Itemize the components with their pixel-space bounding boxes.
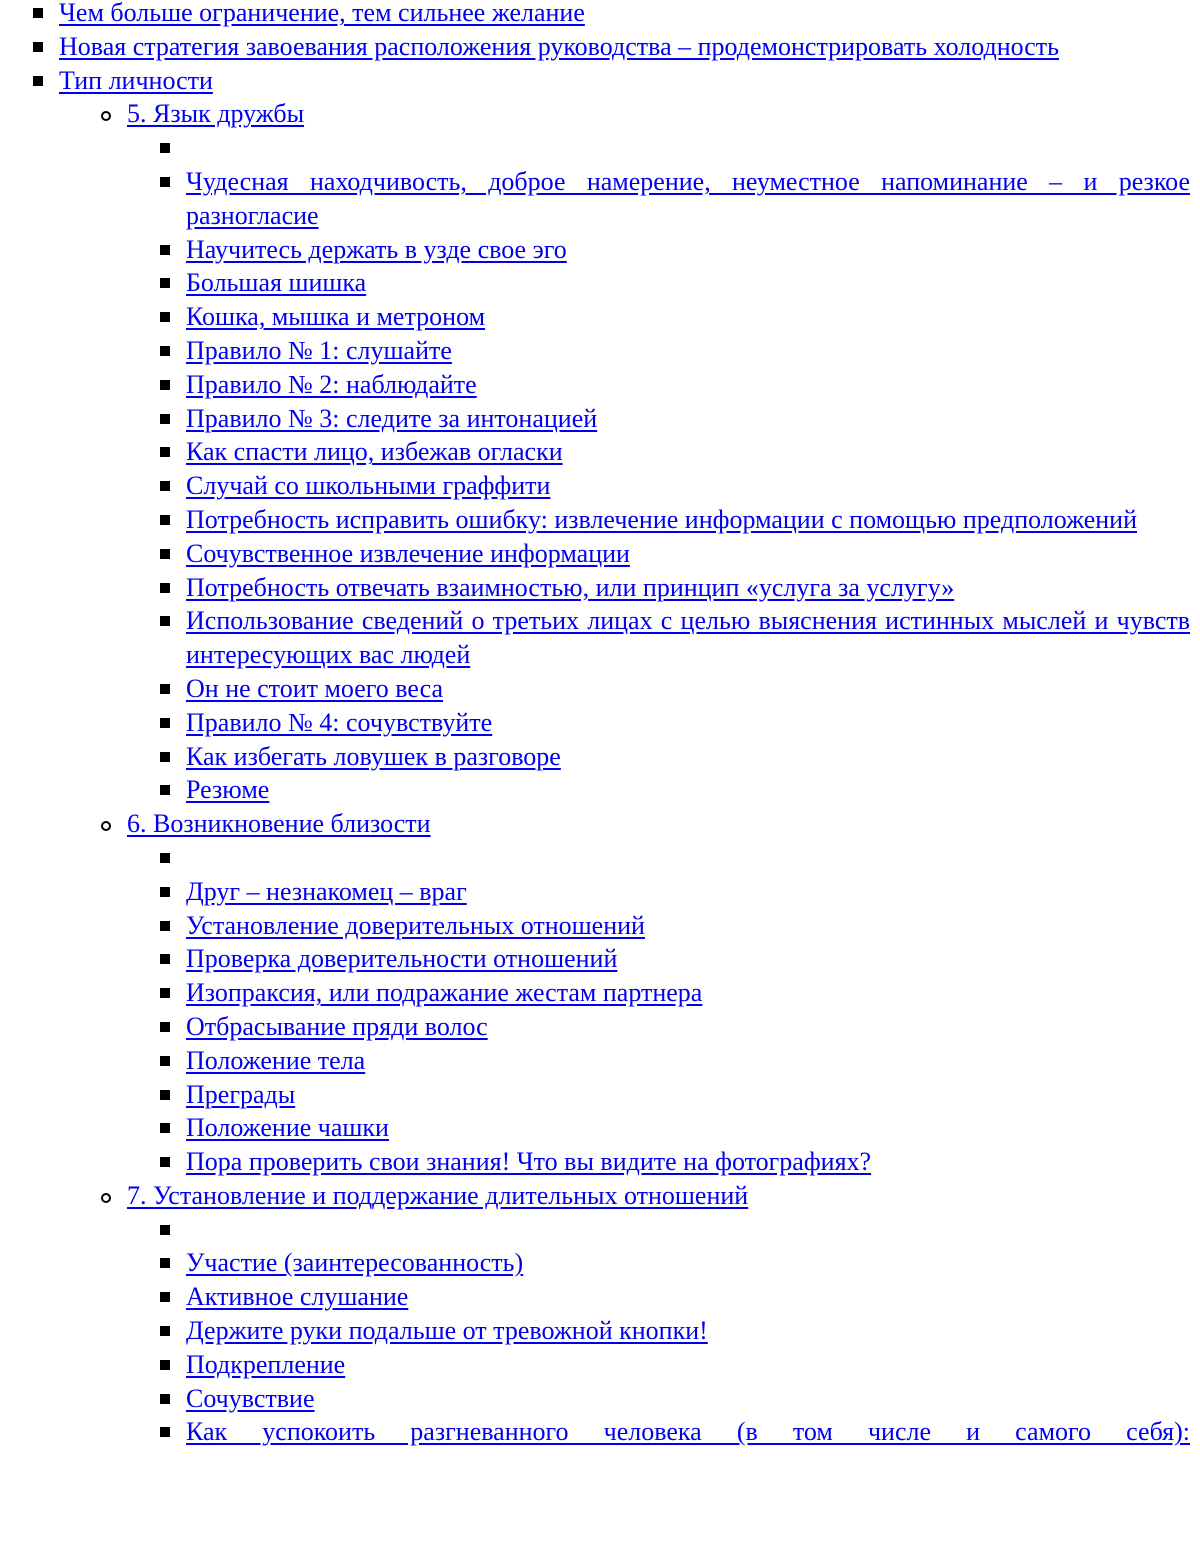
toc-subsection-link[interactable]: Новая стратегия завоевания расположения руководства – продемонстрировать холодность — [59, 31, 1060, 61]
lead-subsection-list — [0, 0, 1200, 97]
square-bullet-icon — [160, 616, 170, 626]
toc-subsection-item[interactable] — [127, 976, 1200, 1010]
square-bullet-icon — [160, 245, 170, 255]
toc-subsection-link[interactable]: Проверка доверительности отношений — [186, 944, 618, 974]
toc-subsection-item[interactable] — [127, 1314, 1200, 1348]
square-bullet-icon — [160, 1225, 170, 1235]
toc-subsection-item[interactable] — [127, 1010, 1200, 1044]
toc-subsection-link[interactable]: Он не стоит моего веса — [186, 673, 444, 703]
toc-subsection-item[interactable] — [127, 1280, 1200, 1314]
toc-subsection-item[interactable] — [127, 1415, 1200, 1449]
toc-subsection-link[interactable]: Потребность исправить ошибку: извлечение информации с помощью предположений — [186, 504, 1137, 534]
toc-subsection-item[interactable] — [127, 537, 1200, 571]
circle-bullet-icon — [101, 1193, 111, 1203]
square-bullet-icon — [160, 1157, 170, 1167]
toc-subsection-link[interactable]: Активное слушание — [186, 1282, 409, 1312]
toc-subsection-link[interactable]: Как успокоить разгневанного человека (в том числе и самого себя): — [186, 1417, 1190, 1447]
toc-subsection-item[interactable] — [127, 300, 1200, 334]
toc-subsection-link[interactable]: Изопраксия, или подражание жестам партнера — [186, 978, 703, 1008]
toc-chapter-link[interactable]: 6. Возникновение близости — [127, 809, 431, 839]
toc-continued-chapter — [0, 0, 1200, 97]
toc-subsection-link[interactable]: Правило № 4: сочувствуйте — [186, 707, 493, 737]
square-bullet-icon — [160, 1326, 170, 1336]
toc-subsection-link[interactable]: Преграды — [186, 1079, 296, 1109]
toc-subsection-link[interactable]: Положение чашки — [186, 1113, 389, 1143]
toc-subsection-link[interactable]: Правило № 3: следите за интонацией — [186, 403, 598, 433]
toc-subsection-item[interactable] — [127, 1246, 1200, 1280]
toc-subsection-link[interactable]: Участие (заинтересованность) — [186, 1248, 524, 1278]
toc-subsection-link[interactable]: Сочувственное извлечение информации — [186, 538, 630, 568]
toc-chapter-item[interactable] — [0, 807, 1200, 1179]
toc-subsection-item[interactable] — [127, 604, 1200, 672]
toc-subsection-item[interactable] — [127, 1044, 1200, 1078]
square-bullet-icon — [160, 312, 170, 322]
toc-subsection-link[interactable]: Правило № 1: слушайте — [186, 335, 452, 365]
square-bullet-icon — [160, 278, 170, 288]
toc-subsection-link[interactable]: Отбрасывание пряди волос — [186, 1011, 488, 1041]
square-bullet-icon — [160, 583, 170, 593]
square-bullet-icon — [160, 853, 170, 863]
toc-subsection-link[interactable]: Как спасти лицо, избежав огласки — [186, 437, 563, 467]
toc-chapter-link[interactable]: 5. Язык дружбы — [127, 99, 305, 129]
toc-subsection-link[interactable]: Тип личности — [59, 65, 213, 95]
square-bullet-icon — [160, 718, 170, 728]
square-bullet-icon — [33, 76, 43, 86]
subsection-list — [127, 1213, 1200, 1450]
square-bullet-icon — [160, 380, 170, 390]
toc-subsection-link[interactable]: Сочувствие — [186, 1383, 315, 1413]
square-bullet-icon — [160, 1022, 170, 1032]
toc-subsection-item[interactable] — [127, 1382, 1200, 1416]
toc-subsection-link[interactable]: Резюме — [186, 775, 270, 805]
toc-subsection-item — [127, 841, 1200, 875]
toc-subsection-item[interactable] — [127, 435, 1200, 469]
square-bullet-icon — [160, 1258, 170, 1268]
toc-subsection-item[interactable] — [0, 64, 1200, 98]
toc-subsection-item[interactable] — [127, 1078, 1200, 1112]
toc-subsection-item[interactable] — [127, 875, 1200, 909]
square-bullet-icon — [160, 481, 170, 491]
square-bullet-icon — [160, 752, 170, 762]
square-bullet-icon — [160, 1427, 170, 1437]
subsection-list — [127, 841, 1200, 1179]
toc-subsection-link[interactable]: Потребность отвечать взаимностью, или принцип «услуга за услугу» — [186, 572, 955, 602]
toc-subsection-item — [127, 1213, 1200, 1247]
square-bullet-icon — [160, 447, 170, 457]
toc-subsection-item[interactable] — [127, 165, 1200, 233]
toc-subsection-link[interactable]: Использование сведений о третьих лицах с целью выяснения истинных мыслей и чувств интересующих вас людей — [186, 606, 1190, 670]
square-bullet-icon — [33, 8, 43, 18]
toc-subsection-link[interactable]: Положение тела — [186, 1045, 366, 1075]
toc-subsection-item[interactable] — [127, 706, 1200, 740]
toc-subsection-item[interactable] — [127, 571, 1200, 605]
square-bullet-icon — [160, 177, 170, 187]
square-bullet-icon — [160, 346, 170, 356]
square-bullet-icon — [160, 785, 170, 795]
toc-subsection-link[interactable]: Правило № 2: наблюдайте — [186, 369, 477, 399]
toc-subsection-item — [127, 131, 1200, 165]
toc-subsection-item[interactable] — [127, 1145, 1200, 1179]
toc-subsection-item[interactable] — [127, 503, 1200, 537]
toc-subsection-link[interactable]: Научитесь держать в узде свое эго — [186, 234, 567, 264]
toc-subsection-link[interactable]: Чем больше ограничение, тем сильнее желание — [59, 0, 585, 27]
toc-chapter-link[interactable]: 7. Установление и поддержание длительных отношений — [127, 1180, 749, 1210]
toc-chapter-item[interactable] — [0, 97, 1200, 807]
toc-subsection-item[interactable] — [127, 368, 1200, 402]
square-bullet-icon — [160, 143, 170, 153]
square-bullet-icon — [160, 684, 170, 694]
toc-subsection-link[interactable]: Друг – незнакомец – враг — [186, 876, 467, 906]
square-bullet-icon — [160, 1292, 170, 1302]
square-bullet-icon — [160, 887, 170, 897]
square-bullet-icon — [160, 515, 170, 525]
square-bullet-icon — [160, 1123, 170, 1133]
toc-subsection-link[interactable]: Большая шишка — [186, 268, 367, 298]
square-bullet-icon — [160, 954, 170, 964]
toc-subsection-item[interactable] — [127, 909, 1200, 943]
toc-subsection-item[interactable] — [127, 233, 1200, 267]
toc-subsection-link[interactable]: Установление доверительных отношений — [186, 910, 645, 940]
toc-subsection-link[interactable]: Чудесная находчивость, доброе намерение, неуместное напоминание – и резкое разногласие — [186, 166, 1190, 230]
toc-subsection-item[interactable] — [127, 402, 1200, 436]
toc-subsection-item[interactable] — [127, 672, 1200, 706]
square-bullet-icon — [160, 1394, 170, 1404]
toc-subsection-item[interactable] — [127, 469, 1200, 503]
toc-subsection-item[interactable] — [127, 942, 1200, 976]
toc-subsection-item[interactable] — [127, 334, 1200, 368]
toc-subsection-item[interactable] — [127, 266, 1200, 300]
square-bullet-icon — [160, 1090, 170, 1100]
square-bullet-icon — [160, 1056, 170, 1066]
subsection-list — [127, 131, 1200, 807]
circle-bullet-icon — [101, 821, 111, 831]
toc-subsection-link[interactable]: Кошка, мышка и метроном — [186, 302, 486, 332]
toc-subsection-link[interactable]: Подкрепление — [186, 1349, 346, 1379]
toc-subsection-item[interactable] — [127, 740, 1200, 774]
toc-subsection-item[interactable] — [0, 30, 1200, 64]
toc-subsection-item[interactable] — [127, 1111, 1200, 1145]
square-bullet-icon — [33, 42, 43, 52]
toc-subsection-link[interactable]: Держите руки подальше от тревожной кнопки! — [186, 1316, 708, 1346]
toc-subsection-item[interactable] — [0, 0, 1200, 30]
toc-subsection-item[interactable] — [127, 773, 1200, 807]
square-bullet-icon — [160, 1360, 170, 1370]
square-bullet-icon — [160, 988, 170, 998]
square-bullet-icon — [160, 414, 170, 424]
circle-bullet-icon — [101, 111, 111, 121]
toc-chapter-item[interactable] — [0, 1179, 1200, 1449]
square-bullet-icon — [160, 549, 170, 559]
toc-subsection-link[interactable]: Случай со школьными граффити — [186, 471, 551, 501]
toc-subsection-item[interactable] — [127, 1348, 1200, 1382]
toc-subsection-link[interactable]: Как избегать ловушек в разговоре — [186, 741, 561, 771]
square-bullet-icon — [160, 921, 170, 931]
toc-subsection-link[interactable]: Пора проверить свои знания! Что вы видите на фотографиях? — [186, 1147, 872, 1177]
